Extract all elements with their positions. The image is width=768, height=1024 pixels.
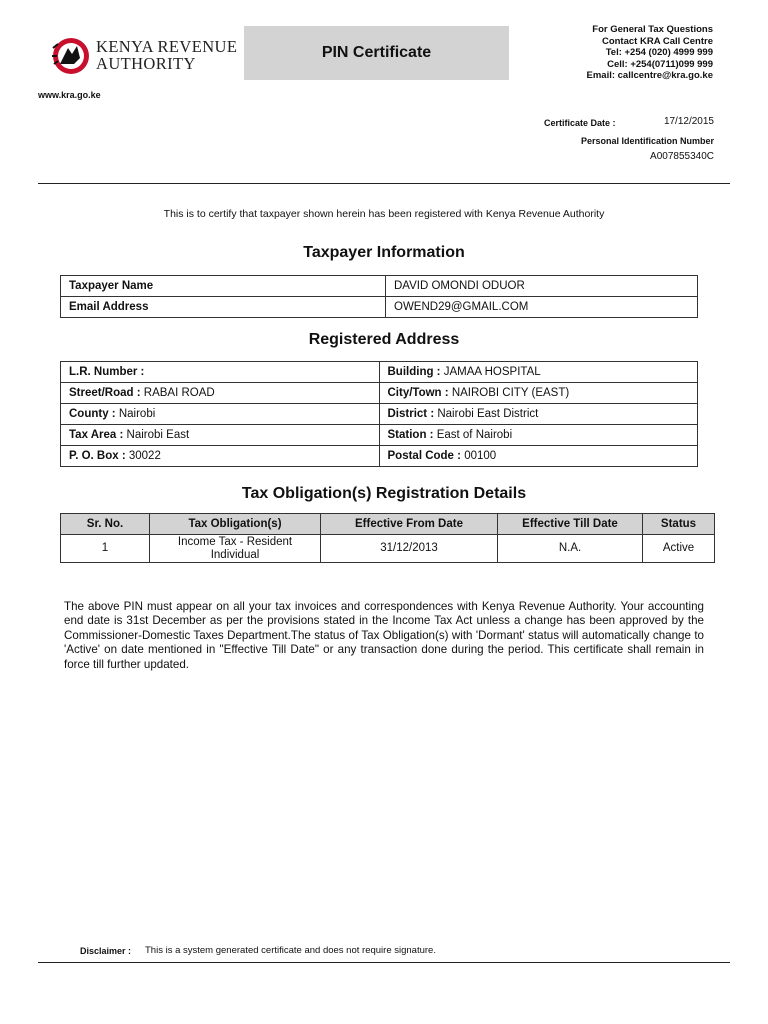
website-link[interactable]: www.kra.go.ke (38, 90, 101, 100)
obligation-line: Income Tax - Resident (177, 535, 293, 548)
address-cell (61, 404, 380, 425)
sr-no-cell: 1 (61, 535, 150, 563)
notice-paragraph: The above PIN must appear on all your tax invoices and correspondences with Kenya Revenue Authority. Your accounting end date is 31st December as per the provisions stated in the Income Tax Act unless a change has been approved by the Commissioner-Domestic Taxes Department.The status of Tax Obligation(s) with 'Dormant' status will automatically change to 'Active' on date mentioned in "Effective Till Date" or any transaction done during the period. This certificate shall remain in force till further updated. (64, 600, 704, 671)
column-header: Effective Till Date (498, 514, 643, 535)
certificate-date-label: Certificate Date : (544, 118, 616, 128)
city-label: City/Town : (387, 387, 449, 399)
address-cell (379, 425, 698, 446)
contact-line: Cell: +254(0711)099 999 (607, 58, 713, 70)
divider (38, 962, 730, 963)
contact-block (587, 24, 714, 82)
taxpayer-name-value: DAVID OMONDI ODUOR (386, 276, 698, 297)
contact-line: Tel: +254 (020) 4999 999 (605, 47, 713, 58)
taxarea-label: Tax Area : (69, 429, 124, 441)
lr-label: L.R. Number : (69, 366, 145, 378)
table-row (61, 297, 698, 318)
address-cell (61, 425, 380, 446)
email-value: OWEND29@GMAIL.COM (386, 297, 698, 318)
status-cell: Active (643, 535, 715, 563)
pobox-value: 30022 (128, 450, 161, 462)
column-header: Sr. No. (61, 514, 150, 535)
contact-line: Contact KRA Call Centre (601, 35, 713, 47)
disclaimer-label: Disclaimer : (80, 946, 132, 956)
taxpayer-heading: Taxpayer Information (303, 244, 465, 261)
obligations-table (60, 513, 715, 563)
county-label: County : (69, 408, 116, 420)
address-cell (379, 362, 698, 383)
pobox-label: P. O. Box : (69, 450, 126, 462)
address-table (60, 361, 698, 467)
table-row (61, 276, 698, 297)
address-cell (379, 446, 698, 467)
table-row (61, 404, 698, 425)
station-value: East of Nairobi (436, 429, 513, 441)
column-header: Tax Obligation(s) (150, 514, 321, 535)
email-label: Email Address (61, 297, 386, 318)
county-value: Nairobi (118, 408, 156, 420)
org-name (96, 38, 237, 72)
address-cell (61, 362, 380, 383)
table-row (61, 446, 698, 467)
effective-till-cell: N.A. (498, 535, 643, 563)
address-cell (61, 383, 380, 404)
building-label: Building : (387, 366, 441, 378)
effective-from-cell: 31/12/2013 (321, 535, 498, 563)
table-row (61, 362, 698, 383)
table-row (61, 535, 715, 563)
station-label: Station : (387, 429, 434, 441)
taxpayer-name-label: Taxpayer Name (61, 276, 386, 297)
postal-value: 00100 (464, 450, 497, 462)
obligation-cell (150, 535, 321, 563)
org-name-line2: AUTHORITY (96, 54, 196, 73)
table-row (61, 383, 698, 404)
disclaimer-text: This is a system generated certificate and does not require signature. (145, 945, 436, 956)
street-value: RABAI ROAD (143, 387, 215, 399)
table-row (61, 425, 698, 446)
address-heading: Registered Address (308, 331, 460, 348)
address-cell (61, 446, 380, 467)
district-label: District : (387, 408, 435, 420)
city-value: NAIROBI CITY (EAST) (451, 387, 570, 399)
taxarea-value: Nairobi East (126, 429, 190, 441)
district-value: Nairobi East District (437, 408, 539, 420)
certificate-date-value: 17/12/2015 (663, 116, 714, 127)
street-label: Street/Road : (69, 387, 141, 399)
pin-value: A007855340C (650, 151, 714, 162)
column-header: Effective From Date (321, 514, 498, 535)
column-header: Status (643, 514, 715, 535)
address-cell (379, 383, 698, 404)
obligations-heading: Tax Obligation(s) Registration Details (241, 485, 527, 502)
pin-label: Personal Identification Number (580, 136, 714, 146)
address-cell (379, 404, 698, 425)
table-header-row (61, 514, 715, 535)
certify-statement: This is to certify that taxpayer shown herein has been registered with Kenya Revenue Authority (163, 208, 605, 220)
lion-icon (50, 34, 94, 78)
org-name-line1: KENYA REVENUE (96, 37, 238, 56)
document-title: PIN Certificate (244, 26, 509, 80)
postal-label: Postal Code : (387, 450, 461, 462)
obligation-line: Individual (210, 548, 260, 561)
contact-line: For General Tax Questions (592, 24, 713, 35)
building-value: JAMAA HOSPITAL (443, 366, 541, 378)
taxpayer-table (60, 275, 698, 318)
divider (38, 183, 730, 184)
contact-email[interactable]: Email: callcentre@kra.go.ke (586, 70, 713, 81)
